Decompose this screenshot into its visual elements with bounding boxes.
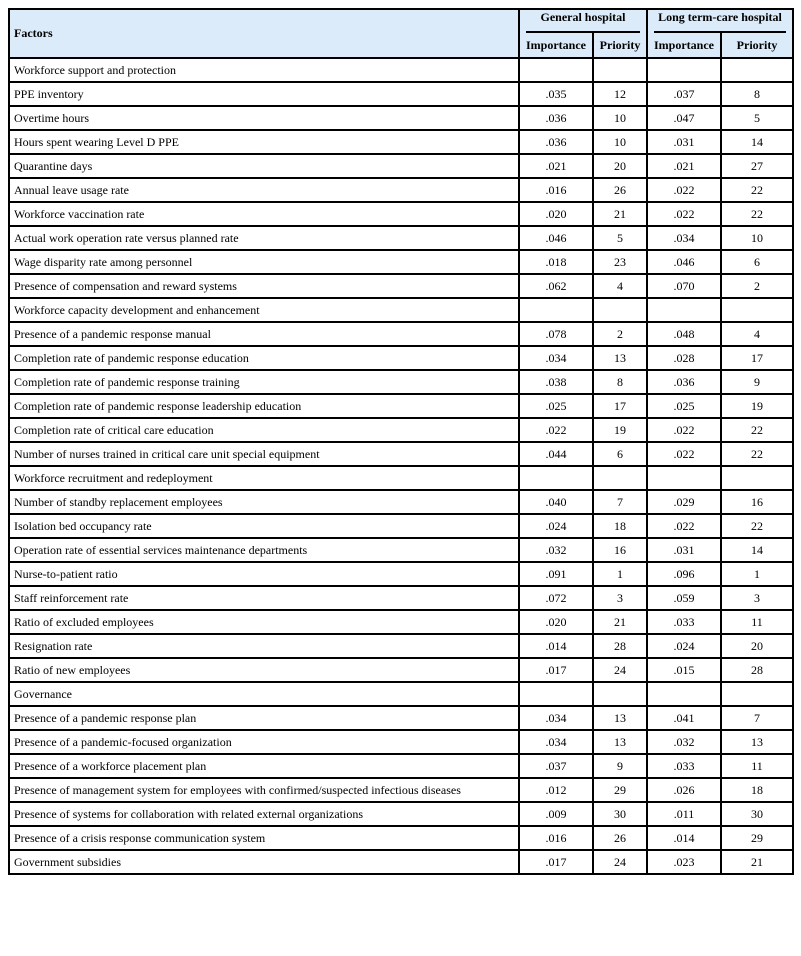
ltc-priority-cell	[721, 682, 793, 706]
factor-cell: Presence of a pandemic response plan	[9, 706, 519, 730]
table-row	[9, 442, 793, 466]
factor-cell: Workforce support and protection	[9, 58, 519, 82]
long-term-care-label: Long term-care hospital	[658, 10, 782, 24]
ltc-priority-cell: 7	[721, 706, 793, 730]
ltc-importance-cell: .029	[647, 490, 721, 514]
table-row	[9, 322, 793, 346]
ltc-priority-cell: 22	[721, 514, 793, 538]
ltc-importance-cell: .031	[647, 538, 721, 562]
ltc-priority-cell: 1	[721, 562, 793, 586]
general-importance-cell: .062	[519, 274, 593, 298]
general-importance-cell	[519, 298, 593, 322]
ltc-importance-cell	[647, 298, 721, 322]
general-importance-cell: .024	[519, 514, 593, 538]
group-underline	[526, 31, 640, 33]
general-priority-cell: 10	[593, 130, 647, 154]
factor-cell: Completion rate of pandemic response training	[9, 370, 519, 394]
general-importance-cell: .032	[519, 538, 593, 562]
general-priority-cell: 23	[593, 250, 647, 274]
ltc-priority-cell: 5	[721, 106, 793, 130]
table-row	[9, 202, 793, 226]
table-row	[9, 610, 793, 634]
general-priority-cell: 9	[593, 754, 647, 778]
general-importance-cell: .025	[519, 394, 593, 418]
table-row	[9, 418, 793, 442]
ltc-importance-cell: .022	[647, 418, 721, 442]
header-row-groups	[9, 9, 793, 33]
general-priority-cell: 29	[593, 778, 647, 802]
ltc-importance-cell: .036	[647, 370, 721, 394]
factor-cell: Workforce recruitment and redeployment	[9, 466, 519, 490]
table-row	[9, 538, 793, 562]
ltc-priority-cell: 17	[721, 346, 793, 370]
ltc-priority-cell: 11	[721, 754, 793, 778]
general-priority-cell: 30	[593, 802, 647, 826]
factor-cell: Governance	[9, 682, 519, 706]
factor-cell: Ratio of new employees	[9, 658, 519, 682]
general-priority-cell: 2	[593, 322, 647, 346]
general-importance-cell: .035	[519, 82, 593, 106]
general-importance-cell: .078	[519, 322, 593, 346]
table-row	[9, 106, 793, 130]
factor-cell: Workforce vaccination rate	[9, 202, 519, 226]
factor-cell: PPE inventory	[9, 82, 519, 106]
general-importance-cell	[519, 466, 593, 490]
general-importance-cell	[519, 58, 593, 82]
long-term-care-group-header	[647, 9, 793, 33]
ltc-importance-cell: .015	[647, 658, 721, 682]
ltc-importance-cell: .041	[647, 706, 721, 730]
general-hospital-label: General hospital	[540, 10, 626, 24]
ltc-importance-cell: .022	[647, 178, 721, 202]
table-row	[9, 490, 793, 514]
table-row	[9, 562, 793, 586]
general-importance-cell: .046	[519, 226, 593, 250]
factor-cell: Presence of compensation and reward systems	[9, 274, 519, 298]
ltc-importance-cell: .037	[647, 82, 721, 106]
ltc-priority-cell: 22	[721, 442, 793, 466]
table-row	[9, 250, 793, 274]
general-priority-cell: 26	[593, 826, 647, 850]
general-importance-cell: .072	[519, 586, 593, 610]
table-row	[9, 826, 793, 850]
ltc-priority-cell: 14	[721, 130, 793, 154]
table-row	[9, 754, 793, 778]
table-body	[9, 58, 793, 874]
ltc-priority-cell: 9	[721, 370, 793, 394]
general-priority-cell	[593, 58, 647, 82]
ltc-importance-cell: .024	[647, 634, 721, 658]
general-priority-cell: 1	[593, 562, 647, 586]
general-importance-cell: .038	[519, 370, 593, 394]
general-priority-cell	[593, 682, 647, 706]
factor-cell: Workforce capacity development and enhancement	[9, 298, 519, 322]
ltc-priority-cell: 16	[721, 490, 793, 514]
ltc-priority-cell: 30	[721, 802, 793, 826]
ltc-priority-cell	[721, 58, 793, 82]
table-header	[9, 9, 793, 58]
factors-table-container	[8, 8, 794, 875]
general-priority-cell: 17	[593, 394, 647, 418]
factor-cell: Presence of a crisis response communication system	[9, 826, 519, 850]
ltc-priority-cell: 4	[721, 322, 793, 346]
factor-cell: Number of standby replacement employees	[9, 490, 519, 514]
general-priority-cell: 24	[593, 850, 647, 874]
factor-cell: Actual work operation rate versus planned rate	[9, 226, 519, 250]
factor-cell: Completion rate of critical care education	[9, 418, 519, 442]
general-hospital-group-header	[519, 9, 647, 33]
factor-cell: Resignation rate	[9, 634, 519, 658]
factor-cell: Presence of a workforce placement plan	[9, 754, 519, 778]
general-importance-cell: .017	[519, 850, 593, 874]
table-row	[9, 778, 793, 802]
ltc-importance-cell: .011	[647, 802, 721, 826]
general-importance-cell: .022	[519, 418, 593, 442]
general-priority-cell: 16	[593, 538, 647, 562]
general-priority-cell	[593, 298, 647, 322]
ltc-importance-cell: .023	[647, 850, 721, 874]
ltc-priority-cell: 11	[721, 610, 793, 634]
ltc-priority-cell: 14	[721, 538, 793, 562]
section-header-row	[9, 298, 793, 322]
general-importance-cell: .034	[519, 346, 593, 370]
general-priority-header: Priority	[593, 33, 647, 58]
general-priority-cell: 21	[593, 202, 647, 226]
general-priority-cell: 18	[593, 514, 647, 538]
general-priority-cell: 3	[593, 586, 647, 610]
ltc-priority-header: Priority	[721, 33, 793, 58]
general-importance-cell: .009	[519, 802, 593, 826]
ltc-importance-header: Importance	[647, 33, 721, 58]
table-row	[9, 226, 793, 250]
factor-cell: Completion rate of pandemic response leadership education	[9, 394, 519, 418]
ltc-importance-cell: .046	[647, 250, 721, 274]
ltc-priority-cell: 13	[721, 730, 793, 754]
ltc-importance-cell: .032	[647, 730, 721, 754]
general-priority-cell: 10	[593, 106, 647, 130]
ltc-priority-cell	[721, 466, 793, 490]
section-header-row	[9, 682, 793, 706]
ltc-importance-cell: .070	[647, 274, 721, 298]
table-row	[9, 706, 793, 730]
general-importance-cell: .016	[519, 826, 593, 850]
general-importance-cell: .012	[519, 778, 593, 802]
factor-cell: Presence of a pandemic-focused organization	[9, 730, 519, 754]
ltc-importance-cell: .033	[647, 610, 721, 634]
factor-cell: Completion rate of pandemic response education	[9, 346, 519, 370]
ltc-priority-cell: 28	[721, 658, 793, 682]
general-importance-cell: .037	[519, 754, 593, 778]
ltc-importance-cell: .021	[647, 154, 721, 178]
general-importance-cell: .034	[519, 706, 593, 730]
ltc-importance-cell	[647, 58, 721, 82]
table-row	[9, 394, 793, 418]
factor-cell: Quarantine days	[9, 154, 519, 178]
general-importance-cell: .020	[519, 202, 593, 226]
ltc-importance-cell: .031	[647, 130, 721, 154]
ltc-importance-cell: .025	[647, 394, 721, 418]
factor-cell: Operation rate of essential services maintenance departments	[9, 538, 519, 562]
general-importance-cell: .014	[519, 634, 593, 658]
ltc-priority-cell: 19	[721, 394, 793, 418]
factor-cell: Government subsidies	[9, 850, 519, 874]
ltc-importance-cell: .034	[647, 226, 721, 250]
factors-column-header: Factors	[9, 9, 519, 58]
ltc-importance-cell: .047	[647, 106, 721, 130]
ltc-priority-cell	[721, 298, 793, 322]
general-priority-cell: 26	[593, 178, 647, 202]
section-header-row	[9, 466, 793, 490]
ltc-priority-cell: 2	[721, 274, 793, 298]
general-importance-cell	[519, 682, 593, 706]
ltc-importance-cell	[647, 682, 721, 706]
general-priority-cell: 6	[593, 442, 647, 466]
ltc-importance-cell: .048	[647, 322, 721, 346]
ltc-priority-cell: 10	[721, 226, 793, 250]
general-priority-cell: 13	[593, 346, 647, 370]
ltc-importance-cell: .033	[647, 754, 721, 778]
ltc-importance-cell: .096	[647, 562, 721, 586]
general-importance-cell: .034	[519, 730, 593, 754]
general-importance-cell: .040	[519, 490, 593, 514]
ltc-importance-cell	[647, 466, 721, 490]
ltc-priority-cell: 29	[721, 826, 793, 850]
ltc-importance-cell: .014	[647, 826, 721, 850]
factor-cell: Nurse-to-patient ratio	[9, 562, 519, 586]
factor-cell: Ratio of excluded employees	[9, 610, 519, 634]
factors-table	[8, 8, 794, 875]
table-row	[9, 850, 793, 874]
table-row	[9, 730, 793, 754]
table-row	[9, 370, 793, 394]
table-row	[9, 346, 793, 370]
factor-cell: Staff reinforcement rate	[9, 586, 519, 610]
ltc-importance-cell: .022	[647, 202, 721, 226]
table-row	[9, 82, 793, 106]
general-priority-cell: 5	[593, 226, 647, 250]
general-priority-cell: 19	[593, 418, 647, 442]
general-importance-cell: .020	[519, 610, 593, 634]
general-importance-cell: .016	[519, 178, 593, 202]
ltc-priority-cell: 3	[721, 586, 793, 610]
ltc-importance-cell: .059	[647, 586, 721, 610]
general-priority-cell: 12	[593, 82, 647, 106]
factor-cell: Number of nurses trained in critical care unit special equipment	[9, 442, 519, 466]
general-priority-cell: 21	[593, 610, 647, 634]
ltc-priority-cell: 8	[721, 82, 793, 106]
ltc-priority-cell: 20	[721, 634, 793, 658]
general-priority-cell: 13	[593, 706, 647, 730]
ltc-importance-cell: .022	[647, 442, 721, 466]
table-row	[9, 634, 793, 658]
table-row	[9, 586, 793, 610]
factor-cell: Presence of a pandemic response manual	[9, 322, 519, 346]
ltc-priority-cell: 21	[721, 850, 793, 874]
ltc-priority-cell: 22	[721, 178, 793, 202]
general-importance-header: Importance	[519, 33, 593, 58]
ltc-priority-cell: 22	[721, 202, 793, 226]
general-importance-cell: .018	[519, 250, 593, 274]
general-priority-cell: 8	[593, 370, 647, 394]
ltc-priority-cell: 6	[721, 250, 793, 274]
factor-cell: Wage disparity rate among personnel	[9, 250, 519, 274]
table-row	[9, 802, 793, 826]
table-row	[9, 514, 793, 538]
ltc-priority-cell: 18	[721, 778, 793, 802]
general-importance-cell: .036	[519, 130, 593, 154]
table-row	[9, 130, 793, 154]
factor-cell: Annual leave usage rate	[9, 178, 519, 202]
general-priority-cell: 4	[593, 274, 647, 298]
general-importance-cell: .091	[519, 562, 593, 586]
general-priority-cell: 24	[593, 658, 647, 682]
general-importance-cell: .017	[519, 658, 593, 682]
table-row	[9, 658, 793, 682]
general-priority-cell: 20	[593, 154, 647, 178]
general-importance-cell: .021	[519, 154, 593, 178]
factor-cell: Presence of systems for collaboration with related external organizations	[9, 802, 519, 826]
factor-cell: Presence of management system for employees with confirmed/suspected infectious diseases	[9, 778, 519, 802]
general-importance-cell: .036	[519, 106, 593, 130]
ltc-priority-cell: 27	[721, 154, 793, 178]
ltc-priority-cell: 22	[721, 418, 793, 442]
general-importance-cell: .044	[519, 442, 593, 466]
general-priority-cell: 7	[593, 490, 647, 514]
ltc-importance-cell: .022	[647, 514, 721, 538]
general-priority-cell: 13	[593, 730, 647, 754]
section-header-row	[9, 58, 793, 82]
ltc-importance-cell: .026	[647, 778, 721, 802]
general-priority-cell: 28	[593, 634, 647, 658]
factor-cell: Overtime hours	[9, 106, 519, 130]
table-row	[9, 178, 793, 202]
factor-cell: Isolation bed occupancy rate	[9, 514, 519, 538]
table-row	[9, 154, 793, 178]
general-priority-cell	[593, 466, 647, 490]
factor-cell: Hours spent wearing Level D PPE	[9, 130, 519, 154]
group-underline	[654, 31, 786, 33]
table-row	[9, 274, 793, 298]
ltc-importance-cell: .028	[647, 346, 721, 370]
